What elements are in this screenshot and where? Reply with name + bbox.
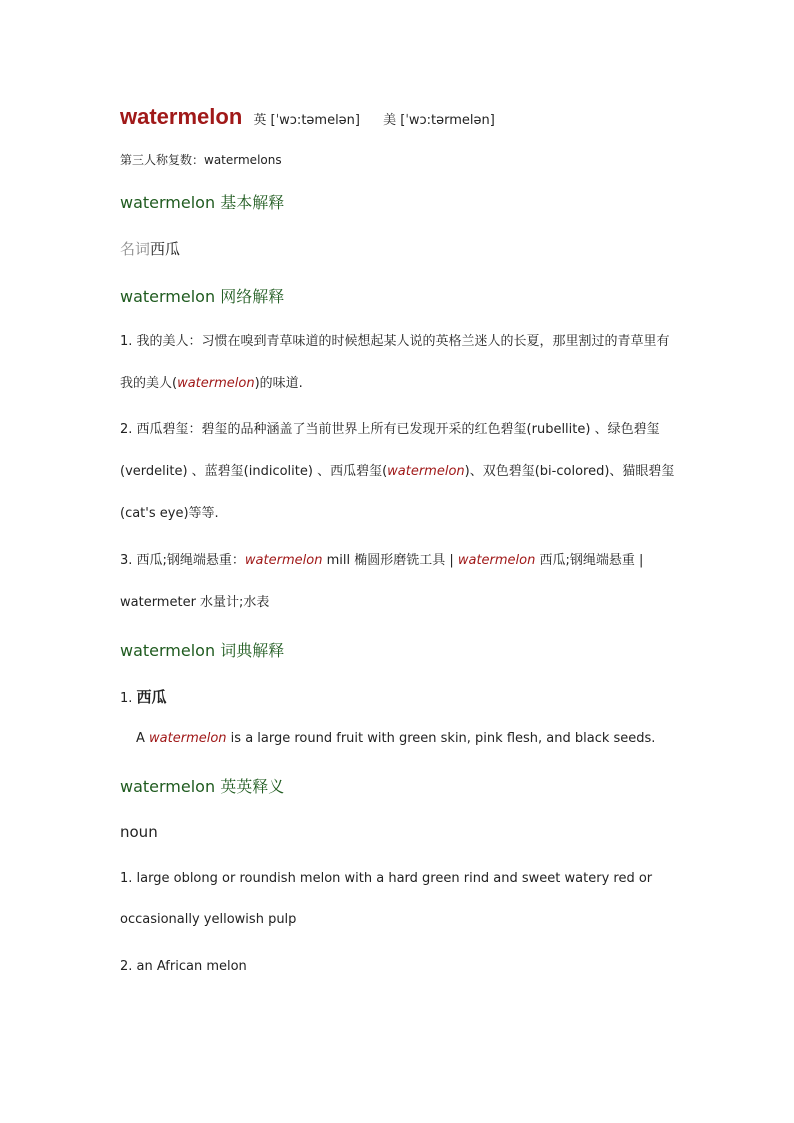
section-title-dict: watermelon 词典解释 xyxy=(120,641,285,660)
web-item-1-text: 1. 我的美人：习惯在嗅到青草味道的时候想起某人说的英格兰迷人的长夏，那里割过的青草里有我的美人( xyxy=(120,334,670,391)
us-label: 美 xyxy=(383,113,397,128)
dict-example-keyword: watermelon xyxy=(149,731,227,746)
web-item-2-keyword: watermelon xyxy=(387,464,465,479)
web-item-3 xyxy=(120,540,680,624)
dict-sense-text: 西瓜 xyxy=(136,688,167,706)
en-pos-label: noun xyxy=(120,823,158,841)
dict-example-start: A xyxy=(136,731,150,746)
us-pronunciation xyxy=(383,113,495,128)
uk-label: 英 xyxy=(253,113,267,128)
web-item-1-keyword: watermelon xyxy=(177,376,255,391)
web-item-1-tail: )的味道. xyxy=(254,376,303,391)
web-item-3-text: 3. 西瓜;钢绳端悬重： xyxy=(120,553,245,568)
basic-definition-text: 西瓜 xyxy=(150,240,181,258)
us-ipa: [ˈwɔ:tərmelən] xyxy=(400,113,495,128)
pos-label: 名词 xyxy=(120,240,151,258)
headword-line xyxy=(120,104,495,130)
web-item-3-tail: 西瓜;钢绳端悬重 | watermeter 水量计;水表 xyxy=(120,553,644,610)
web-item-1 xyxy=(120,321,680,405)
dict-sense-number: 1. xyxy=(120,691,133,706)
uk-ipa: [ˈwɔ:təmelən] xyxy=(270,113,360,128)
web-item-2-text: 2. 西瓜碧玺：碧玺的品种涵盖了当前世界上所有已发现开采的红色碧玺(rubellite) 、绿色碧玺(verdelite) 、蓝碧玺(indicolite) 、西瓜碧玺( xyxy=(120,422,660,479)
section-title-basic: watermelon 基本解释 xyxy=(120,193,285,212)
section-title-web: watermelon 网络解释 xyxy=(120,287,285,306)
basic-definition xyxy=(120,238,180,259)
web-item-2 xyxy=(120,409,680,535)
plural-form xyxy=(120,151,282,168)
uk-pronunciation xyxy=(253,113,360,128)
web-item-3-keyword-2: watermelon xyxy=(457,553,536,568)
dict-sense xyxy=(120,686,167,707)
web-item-2-tail: )、双色碧玺(bi-colored)、猫眼碧玺(cat's eye)等等. xyxy=(120,464,675,521)
plural-label: 第三人称复数： xyxy=(120,153,205,167)
dict-example xyxy=(136,731,655,746)
plural-value: watermelons xyxy=(204,153,282,167)
dict-example-end: is a large round fruit with green skin, pink flesh, and black seeds. xyxy=(226,731,656,746)
en-definition-1: 1. large oblong or roundish melon with a hard green rind and sweet watery red or occasionally yellowish pulp xyxy=(120,871,653,927)
en-definition-2: 2. an African melon xyxy=(120,959,247,974)
web-item-3-keyword-1: watermelon xyxy=(244,553,323,568)
section-title-en-en: watermelon 英英释义 xyxy=(120,777,285,796)
web-item-3-mid: mill 椭圆形磨铣工具 | xyxy=(322,553,458,568)
headword: watermelon xyxy=(120,104,243,129)
